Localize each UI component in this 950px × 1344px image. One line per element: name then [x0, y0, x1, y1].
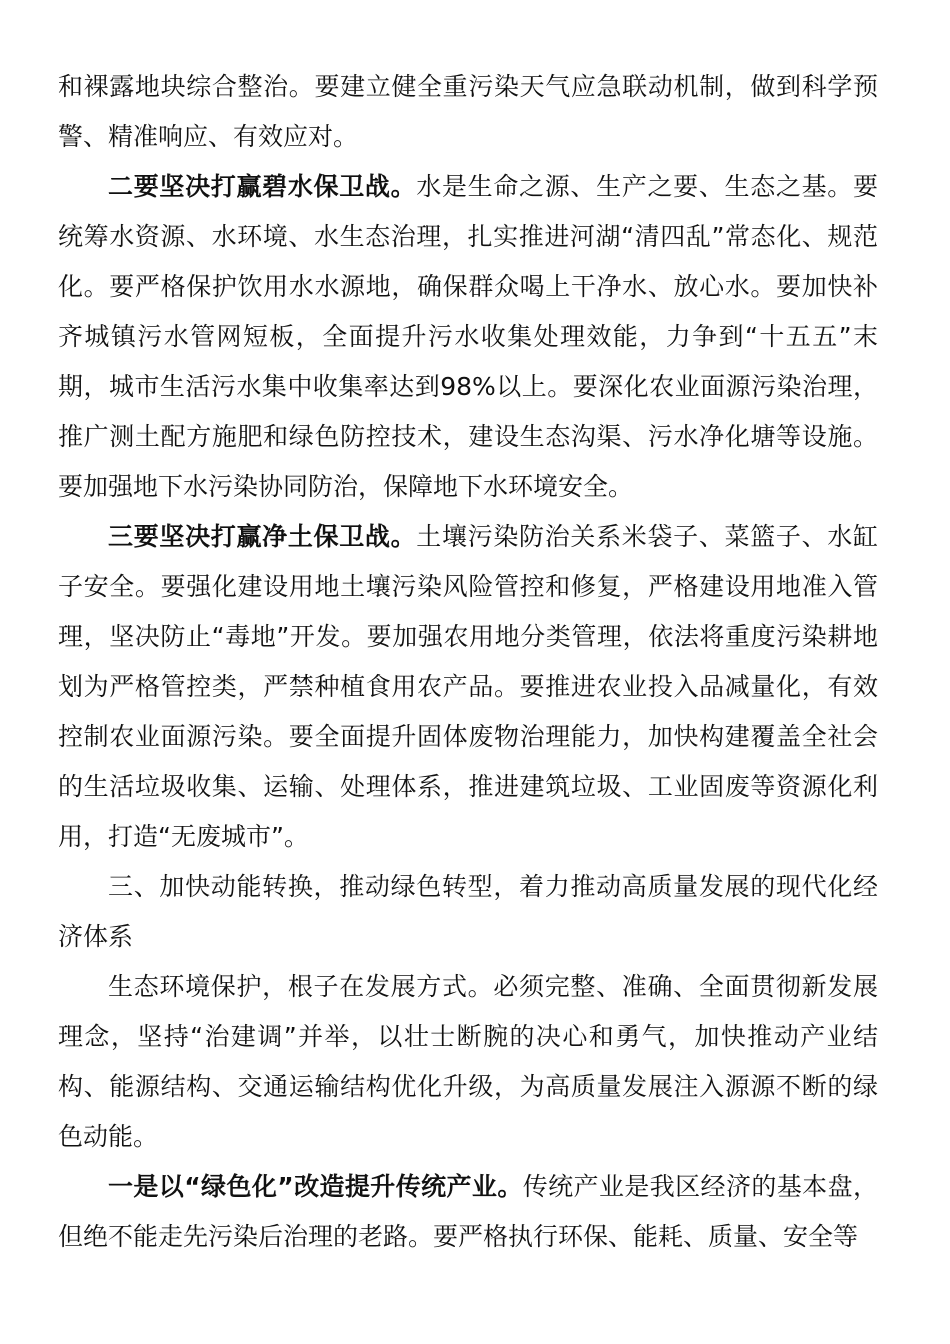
- section-heading-three: [58, 862, 878, 962]
- paragraph-heading: 三要坚决打赢净土保卫战。: [108, 522, 417, 551]
- paragraph-text: 生态环境保护，根子在发展方式。必须完整、准确、全面贯彻新发展理念，坚持“治建调”并举，以壮士断腕的决心和勇气，加快推动产业结构、能源结构、交通运输结构优化升级，为高质量发展注入源源不断的绿色动能。: [58, 972, 878, 1151]
- section-heading-text: 三、加快动能转换，推动绿色转型，着力推动高质量发展的现代化经济体系: [58, 872, 878, 951]
- paragraph-soil-battle: [58, 512, 878, 862]
- document-page: [58, 62, 878, 1262]
- paragraph-water-battle: [58, 162, 878, 512]
- paragraph-text: 土壤污染防治关系米袋子、菜篮子、水缸子安全。要强化建设用地土壤污染风险管控和修复，严格建设用地准入管理，坚决防止“毒地”开发。要加强农用地分类管理，依法将重度污染耕地划为严格管控类，严禁种植食用农产品。要推进农业投入品减量化，有效控制农业面源污染。要全面提升固体废物治理能力，加快构建覆盖全社会的生活垃圾收集、运输、处理体系，推进建筑垃圾、工业固废等资源化利用，打造“无废城市”。: [58, 522, 878, 851]
- paragraph-text: 和裸露地块综合整治。要建立健全重污染天气应急联动机制，做到科学预警、精准响应、有效应对。: [58, 72, 878, 151]
- paragraph-air-continuation: [58, 62, 878, 162]
- paragraph-text: 水是生命之源、生产之要、生态之基。要统筹水资源、水环境、水生态治理，扎实推进河湖“清四乱”常态化、规范化。要严格保护饮用水水源地，确保群众喝上干净水、放心水。要加快补齐城镇污水管网短板，全面提升污水收集处理效能，力争到“十五五”末期，城市生活污水集中收集率达到98%以上。要深化农业面源污染治理，推广测土配方施肥和绿色防控技术，建设生态沟渠、污水净化塘等设施。要加强地下水污染协同防治，保障地下水环境安全。: [58, 172, 878, 501]
- paragraph-heading: 二要坚决打赢碧水保卫战。: [108, 172, 417, 201]
- paragraph-development-mode: [58, 962, 878, 1162]
- paragraph-text: 传统产业是我区经济的基本盘，但绝不能走先污染后治理的老路。要严格执行环保、能耗、质量、安全等: [58, 1172, 878, 1251]
- paragraph-heading: 一是以“绿色化”改造提升传统产业。: [108, 1172, 523, 1201]
- paragraph-traditional-industry: [58, 1162, 878, 1262]
